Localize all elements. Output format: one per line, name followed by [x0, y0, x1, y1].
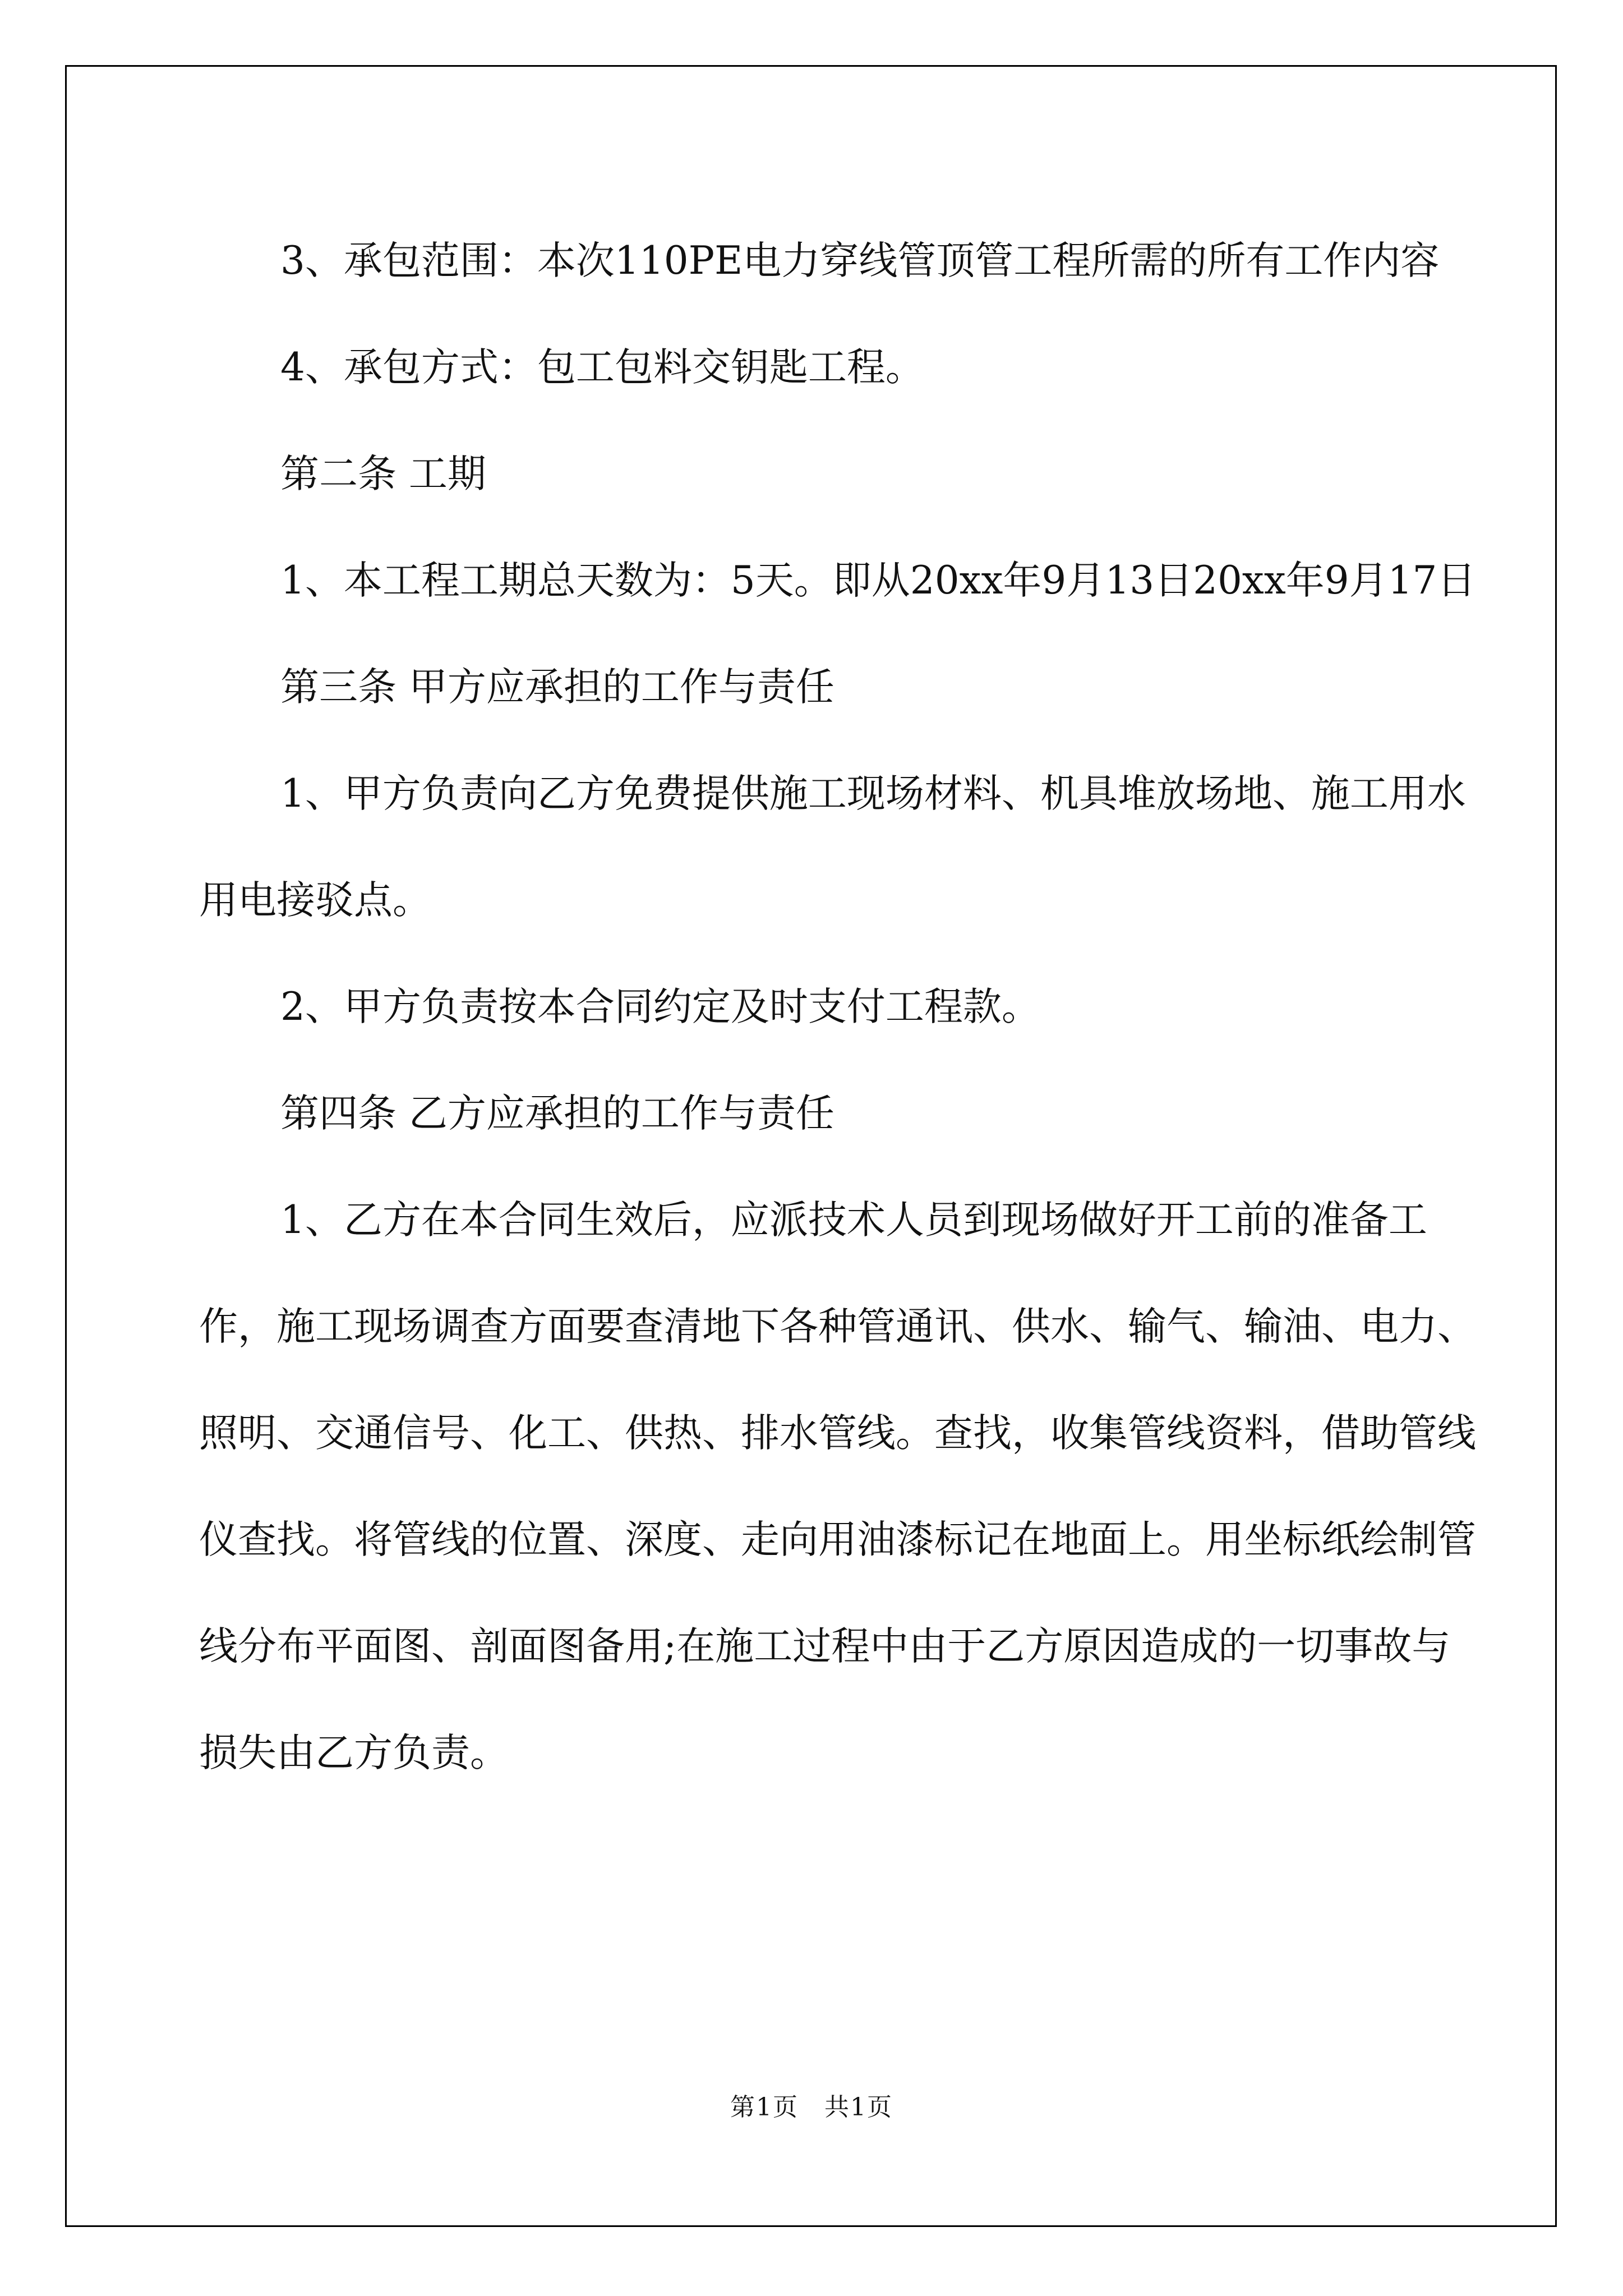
section-heading [199, 634, 1489, 740]
paragraph-text: 1、本工程工期总天数为：5天。即从20xx年9月13日20xx年9月17日 [280, 558, 1476, 603]
paragraph-text: 1、甲方负责向乙方免费提供施工现场材料、机具堆放场地、施工用水用电接驳点。 [199, 771, 1466, 923]
document-body [199, 208, 1489, 1806]
paragraph-text: 第二条 工期 [280, 452, 486, 496]
paragraph [199, 527, 1489, 634]
section-heading [199, 1060, 1489, 1167]
paragraph [199, 740, 1489, 954]
page-footer [0, 2087, 1623, 2123]
paragraph-text: 第三条 甲方应承担的工作与责任 [280, 665, 834, 710]
paragraph-text: 2、甲方负责按本合同约定及时支付工程款。 [280, 984, 1040, 1029]
paragraph [199, 954, 1489, 1060]
paragraph-text: 3、承包范围：本次110PE电力穿线管顶管工程所需的所有工作内容 [280, 238, 1440, 283]
page-number: 第1页 共1页 [730, 2093, 893, 2122]
paragraph-text: 1、乙方在本合同生效后，应派技术人员到现场做好开工前的准备工作，施工现场调查方面要查清地下各种管通讯、供水、输气、输油、电力、照明、交通信号、化工、供热、排水管线。查找，收集管线资料，借助管线仪查找。将管线的位置、深度、走向用油漆标记在地面上。用坐标纸绘制管线分布平面图、剖面图备用;在施工过程中由于乙方原因造成的一切事故与损失由乙方负责。 [199, 1198, 1476, 1775]
paragraph [199, 208, 1489, 314]
section-heading [199, 421, 1489, 527]
paragraph-text: 4、承包方式：包工包料交钥匙工程。 [280, 345, 924, 390]
paragraph [199, 314, 1489, 421]
paragraph [199, 1167, 1489, 1806]
paragraph-text: 第四条 乙方应承担的工作与责任 [280, 1091, 834, 1136]
